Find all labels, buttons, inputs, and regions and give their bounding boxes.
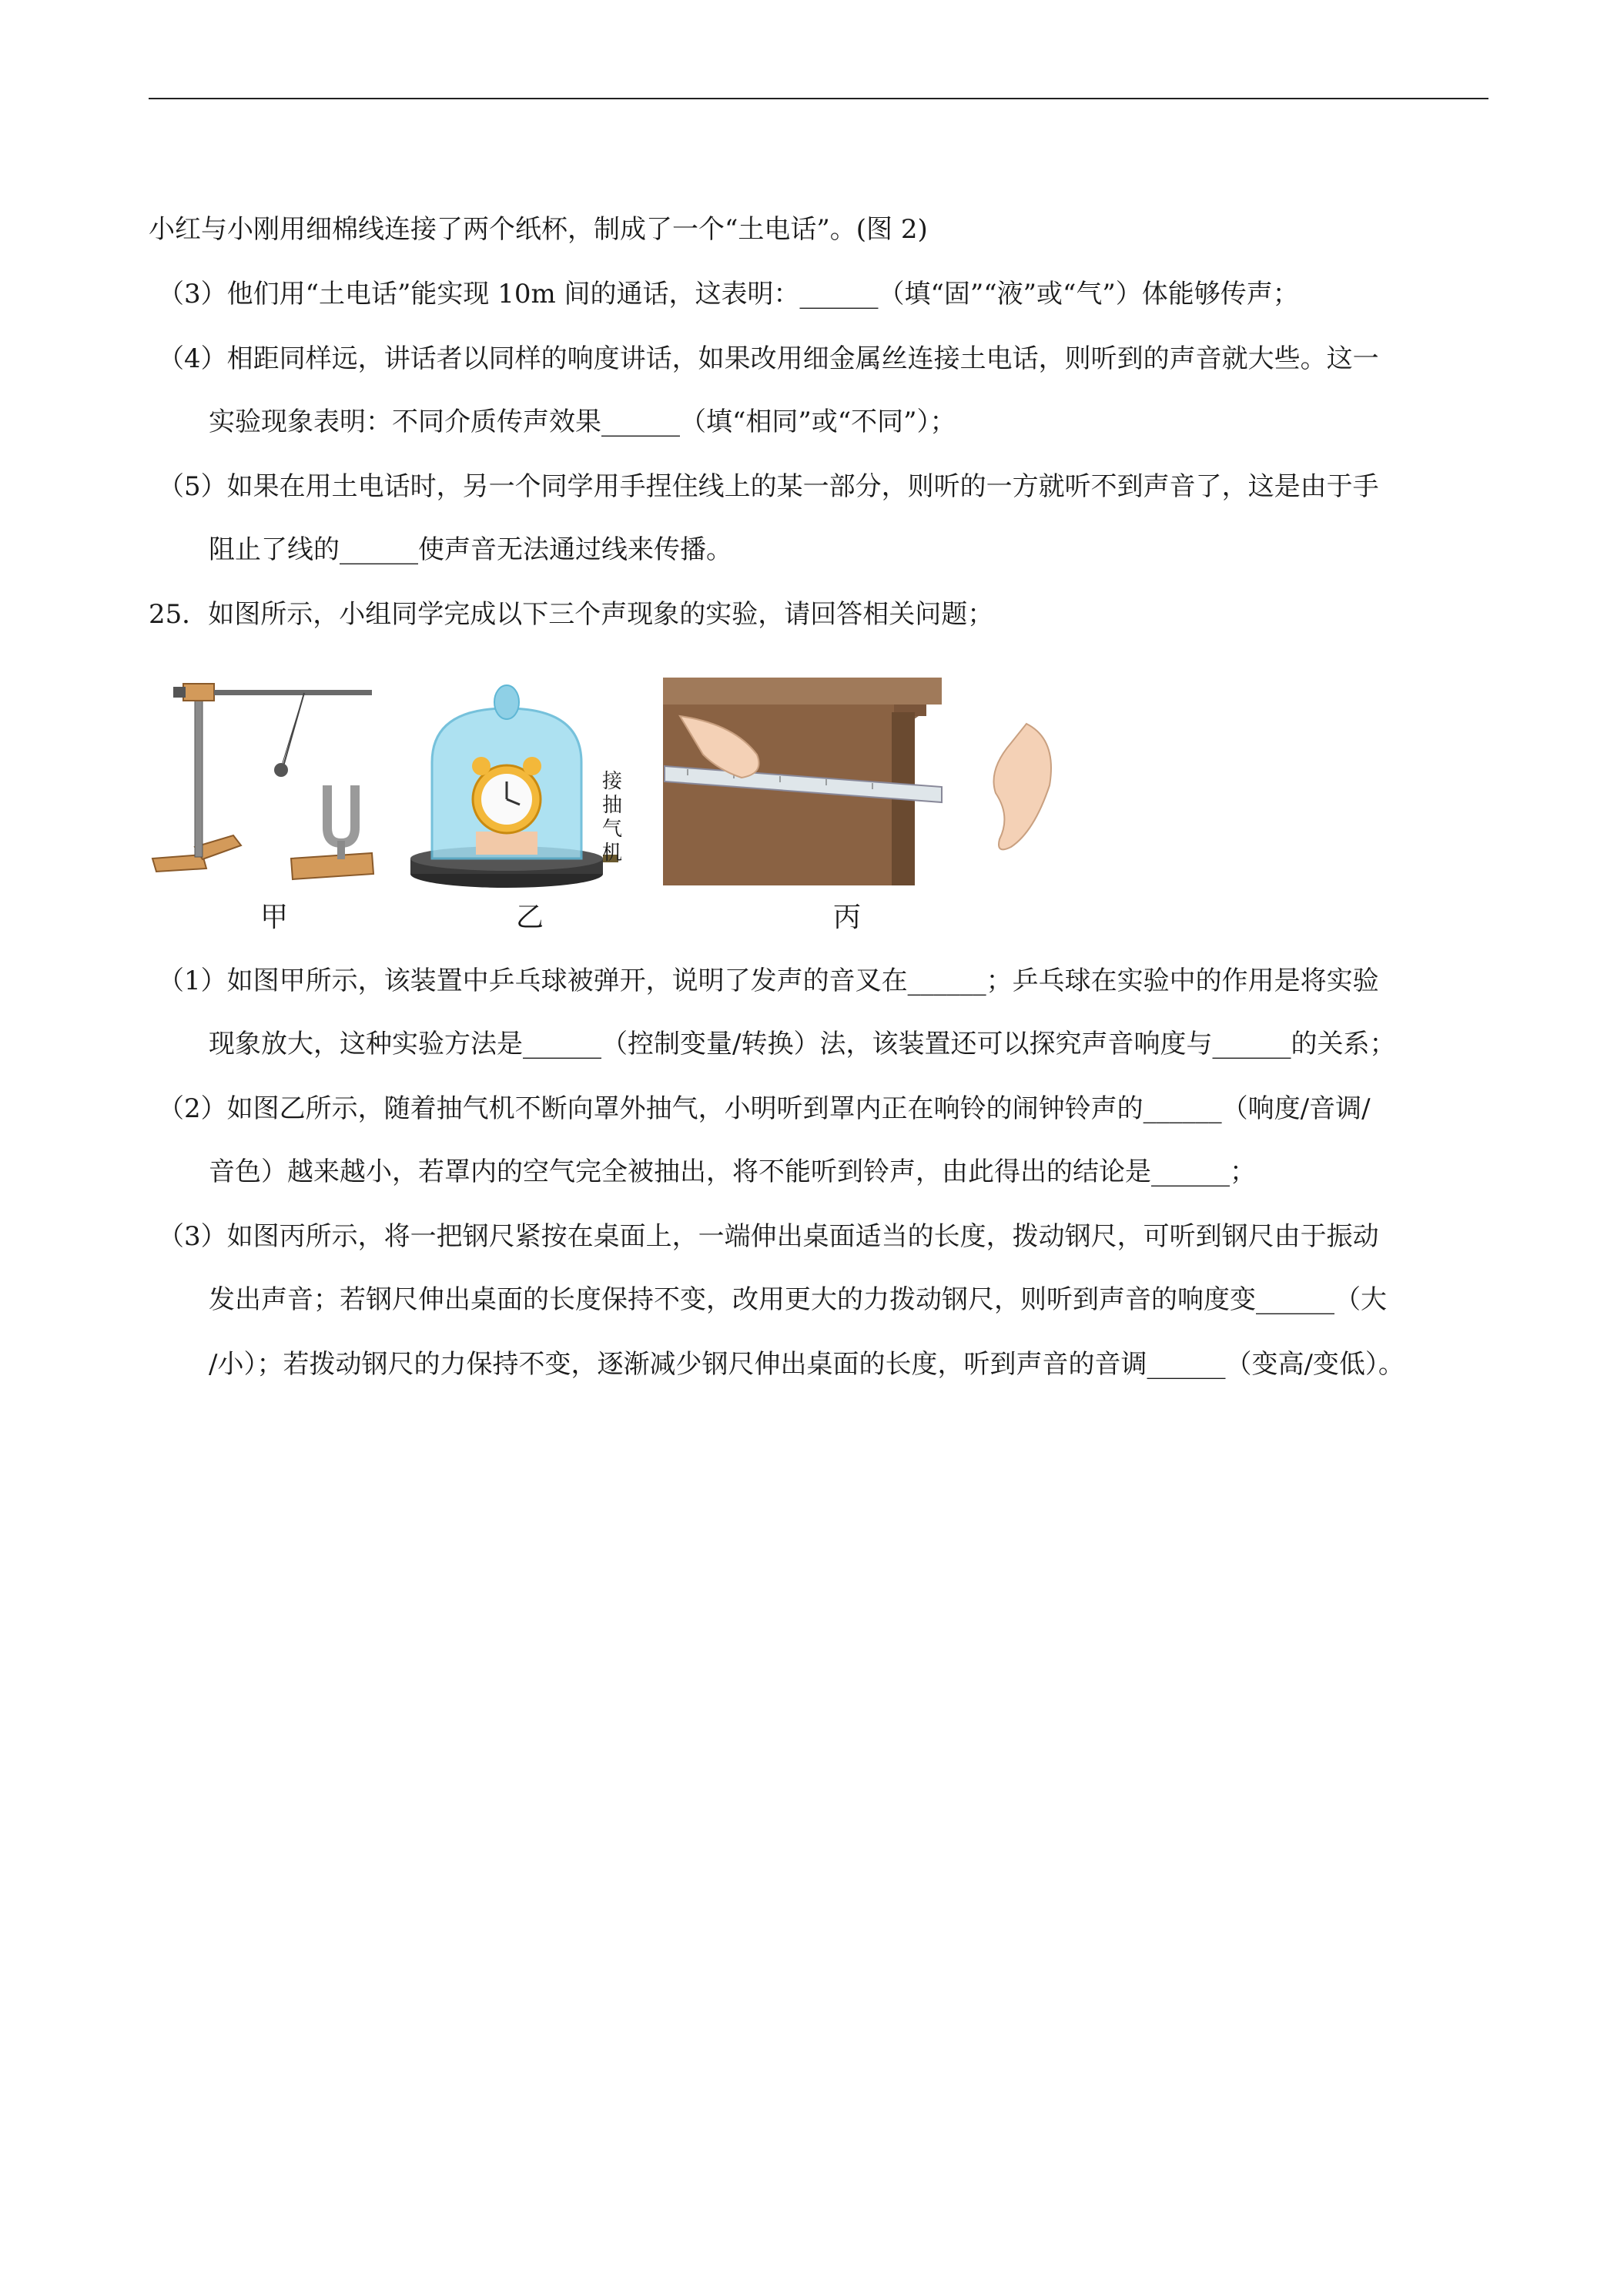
question-4-line-2: 实验现象表明：不同介质传声效果______（填“相同”或“不同”）； xyxy=(209,407,956,437)
question-5-line-1: （5）如果在用土电话时，另一个同学用手捏住线上的某一部分，则听的一方就听不到声音了，这是由于手 xyxy=(158,471,1379,502)
figure-label-a: 甲 xyxy=(260,902,289,933)
part-3-line-2: 发出声音；若钢尺伸出桌面的长度保持不变，改用更大的力拨动钢尺，则听到声音的响度变______（大 xyxy=(209,1284,1387,1315)
part-2-line-1: （2）如图乙所示，随着抽气机不断向罩外抽气，小明听到罩内正在响铃的闹钟铃声的______（响度/音调/ xyxy=(158,1093,1371,1124)
intro-text: 小红与小刚用细棉线连接了两个纸杯，制成了一个“土电话”。(图 2) xyxy=(149,214,928,245)
bell-jar-apparatus xyxy=(410,685,618,888)
figure-label-b: 乙 xyxy=(516,902,544,933)
header-rule xyxy=(149,98,1488,99)
ruler-table-apparatus xyxy=(663,678,1051,885)
question-5-line-2: 阻止了线的______使声音无法通过线来传播。 xyxy=(209,534,732,565)
figure-label-c: 丙 xyxy=(833,902,862,933)
part-1-line-1: （1）如图甲所示，该装置中乒乓球被弹开，说明了发声的音叉在______；乒乓球在实验中的作用是将实验 xyxy=(158,966,1379,996)
part-3-line-1: （3）如图丙所示，将一把钢尺紧按在桌面上，一端伸出桌面适当的长度，拨动钢尺，可听到钢尺由于振动 xyxy=(158,1221,1379,1252)
question-3: （3）他们用“土电话”能实现 10m 间的通话，这表明：______（填“固”“液”或“气”）体能够传声； xyxy=(158,279,1299,310)
part-3-line-3: /小）；若拨动钢尺的力保持不变，逐渐减少钢尺伸出桌面的长度，听到声音的音调______（变高/变低）。 xyxy=(209,1349,1405,1380)
question-4-line-1: （4）相距同样远，讲话者以同样的响度讲话，如果改用细金属丝连接土电话，则听到的声音就大些。这一 xyxy=(158,343,1379,374)
part-2-line-2: 音色）越来越小，若罩内的空气完全被抽出，将不能听到铃声，由此得出的结论是______； xyxy=(209,1156,1256,1187)
pump-note: 接抽气机 xyxy=(601,770,622,865)
question-25-title: 25．如图所示，小组同学完成以下三个声现象的实验，请回答相关问题； xyxy=(149,599,994,630)
part-1-line-2: 现象放大，这种实验方法是______（控制变量/转换）法，该装置还可以探究声音响度与______的关系； xyxy=(209,1029,1396,1059)
tuning-fork-apparatus xyxy=(152,684,373,879)
